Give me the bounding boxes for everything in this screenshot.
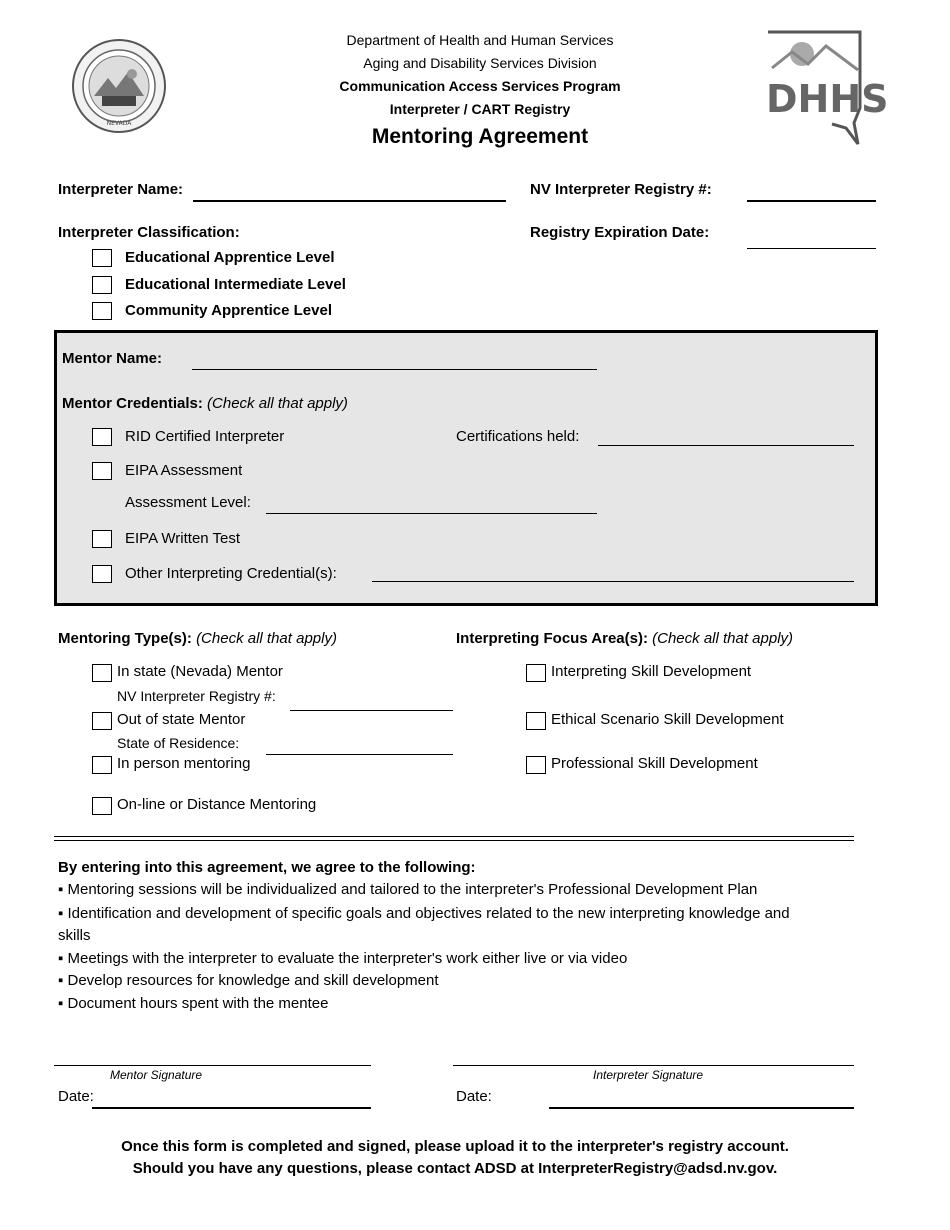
section-divider bbox=[54, 836, 854, 837]
in-state-mentor-label: In state (Nevada) Mentor bbox=[117, 663, 283, 680]
state-residence-label: State of Residence: bbox=[117, 735, 240, 751]
rid-certified-label: RID Certified Interpreter bbox=[125, 428, 285, 445]
registry-number-field[interactable] bbox=[747, 200, 876, 202]
interpreter-name-field[interactable] bbox=[193, 200, 506, 202]
educational-apprentice-label: Educational Apprentice Level bbox=[125, 249, 335, 266]
agreement-item: ▪ Mentoring sessions will be individualized and tailored to the interpreter's Professional Development Plan bbox=[58, 881, 758, 898]
in-person-mentoring-checkbox[interactable] bbox=[92, 756, 112, 774]
state-residence-field[interactable] bbox=[266, 754, 453, 755]
agreement-item: ▪ Identification and development of specific goals and objectives related to the new interpreting knowledge and bbox=[58, 905, 790, 922]
header-program: Communication Access Services Program bbox=[339, 78, 621, 94]
page-title: Mentoring Agreement bbox=[371, 125, 589, 148]
certifications-held-label: Certifications held: bbox=[456, 428, 580, 445]
assessment-level-field[interactable] bbox=[266, 513, 597, 514]
assessment-level-label: Assessment Level: bbox=[125, 494, 251, 511]
eipa-written-checkbox[interactable] bbox=[92, 530, 112, 548]
educational-intermediate-checkbox[interactable] bbox=[92, 276, 112, 294]
certifications-held-field[interactable] bbox=[598, 445, 854, 446]
out-of-state-mentor-checkbox[interactable] bbox=[92, 712, 112, 730]
classification-label: Interpreter Classification: bbox=[58, 224, 240, 241]
agreement-item: ▪ Meetings with the interpreter to evaluate the interpreter's work either live or via video bbox=[58, 950, 628, 967]
interpreter-date-field[interactable] bbox=[549, 1107, 854, 1109]
agreement-intro: By entering into this agreement, we agree to the following: bbox=[58, 859, 476, 876]
mentoring-type-heading: Mentoring Type(s): (Check all that apply) bbox=[58, 630, 337, 647]
community-apprentice-label: Community Apprentice Level bbox=[125, 302, 332, 319]
footer-contact: Should you have any questions, please contact ADSD at InterpreterRegistry@adsd.nv.gov. bbox=[132, 1160, 778, 1177]
in-person-mentoring-label: In person mentoring bbox=[117, 755, 251, 772]
ethical-scenario-checkbox[interactable] bbox=[526, 712, 546, 730]
mentor-name-label: Mentor Name: bbox=[62, 350, 163, 367]
interpreter-signature-field[interactable] bbox=[453, 1065, 854, 1066]
ethical-scenario-label: Ethical Scenario Skill Development bbox=[551, 711, 784, 728]
eipa-assessment-label: EIPA Assessment bbox=[125, 462, 243, 479]
agreement-item: ▪ Develop resources for knowledge and skill development bbox=[58, 972, 439, 989]
expiration-date-field[interactable] bbox=[747, 248, 876, 249]
expiration-label: Registry Expiration Date: bbox=[530, 224, 710, 241]
out-of-state-mentor-label: Out of state Mentor bbox=[117, 711, 246, 728]
interpreting-skill-label: Interpreting Skill Development bbox=[551, 663, 752, 680]
eipa-written-label: EIPA Written Test bbox=[125, 530, 241, 547]
agreement-item: ▪ Document hours spent with the mentee bbox=[58, 995, 329, 1012]
mentor-registry-label: NV Interpreter Registry #: bbox=[117, 688, 276, 704]
mentor-date-label: Date: bbox=[58, 1088, 94, 1105]
educational-intermediate-label: Educational Intermediate Level bbox=[125, 276, 346, 293]
interpreter-date-label: Date: bbox=[456, 1088, 492, 1105]
agreement-item-continued: skills bbox=[58, 927, 91, 944]
online-mentoring-label: On-line or Distance Mentoring bbox=[117, 796, 317, 813]
professional-skill-label: Professional Skill Development bbox=[551, 755, 758, 772]
footer-instruction: Once this form is completed and signed, please upload it to the interpreter's registry account. bbox=[121, 1138, 789, 1155]
dhhs-logo-icon bbox=[762, 28, 889, 146]
interpreter-name-label: Interpreter Name: bbox=[58, 181, 184, 198]
mentor-signature-field[interactable] bbox=[54, 1065, 371, 1066]
other-credential-checkbox[interactable] bbox=[92, 565, 112, 583]
interpreting-skill-checkbox[interactable] bbox=[526, 664, 546, 682]
community-apprentice-checkbox[interactable] bbox=[92, 302, 112, 320]
educational-apprentice-checkbox[interactable] bbox=[92, 249, 112, 267]
registry-number-label: NV Interpreter Registry #: bbox=[530, 181, 712, 198]
other-credential-label: Other Interpreting Credential(s): bbox=[125, 565, 337, 582]
header-division: Aging and Disability Services Division bbox=[363, 55, 597, 71]
svg-text:DHHS: DHHS bbox=[766, 77, 889, 121]
other-credential-field[interactable] bbox=[372, 581, 854, 582]
svg-text:NEVADA: NEVADA bbox=[106, 120, 132, 127]
interpreter-signature-label: Interpreter Signature bbox=[593, 1068, 704, 1082]
mentor-registry-field[interactable] bbox=[290, 710, 453, 711]
mentor-date-field[interactable] bbox=[92, 1107, 371, 1109]
rid-certified-checkbox[interactable] bbox=[92, 428, 112, 446]
nevada-seal-icon bbox=[70, 38, 168, 134]
mentor-signature-label: Mentor Signature bbox=[110, 1068, 203, 1082]
section-divider bbox=[54, 840, 854, 841]
in-state-mentor-checkbox[interactable] bbox=[92, 664, 112, 682]
header-department: Department of Health and Human Services bbox=[346, 32, 614, 48]
focus-area-heading: Interpreting Focus Area(s): (Check all that apply) bbox=[456, 630, 794, 647]
mentor-credentials-heading: Mentor Credentials: (Check all that apply) bbox=[62, 395, 348, 412]
eipa-assessment-checkbox[interactable] bbox=[92, 462, 112, 480]
header-registry: Interpreter / CART Registry bbox=[389, 101, 571, 117]
online-mentoring-checkbox[interactable] bbox=[92, 797, 112, 815]
mentor-name-field[interactable] bbox=[192, 369, 597, 370]
professional-skill-checkbox[interactable] bbox=[526, 756, 546, 774]
